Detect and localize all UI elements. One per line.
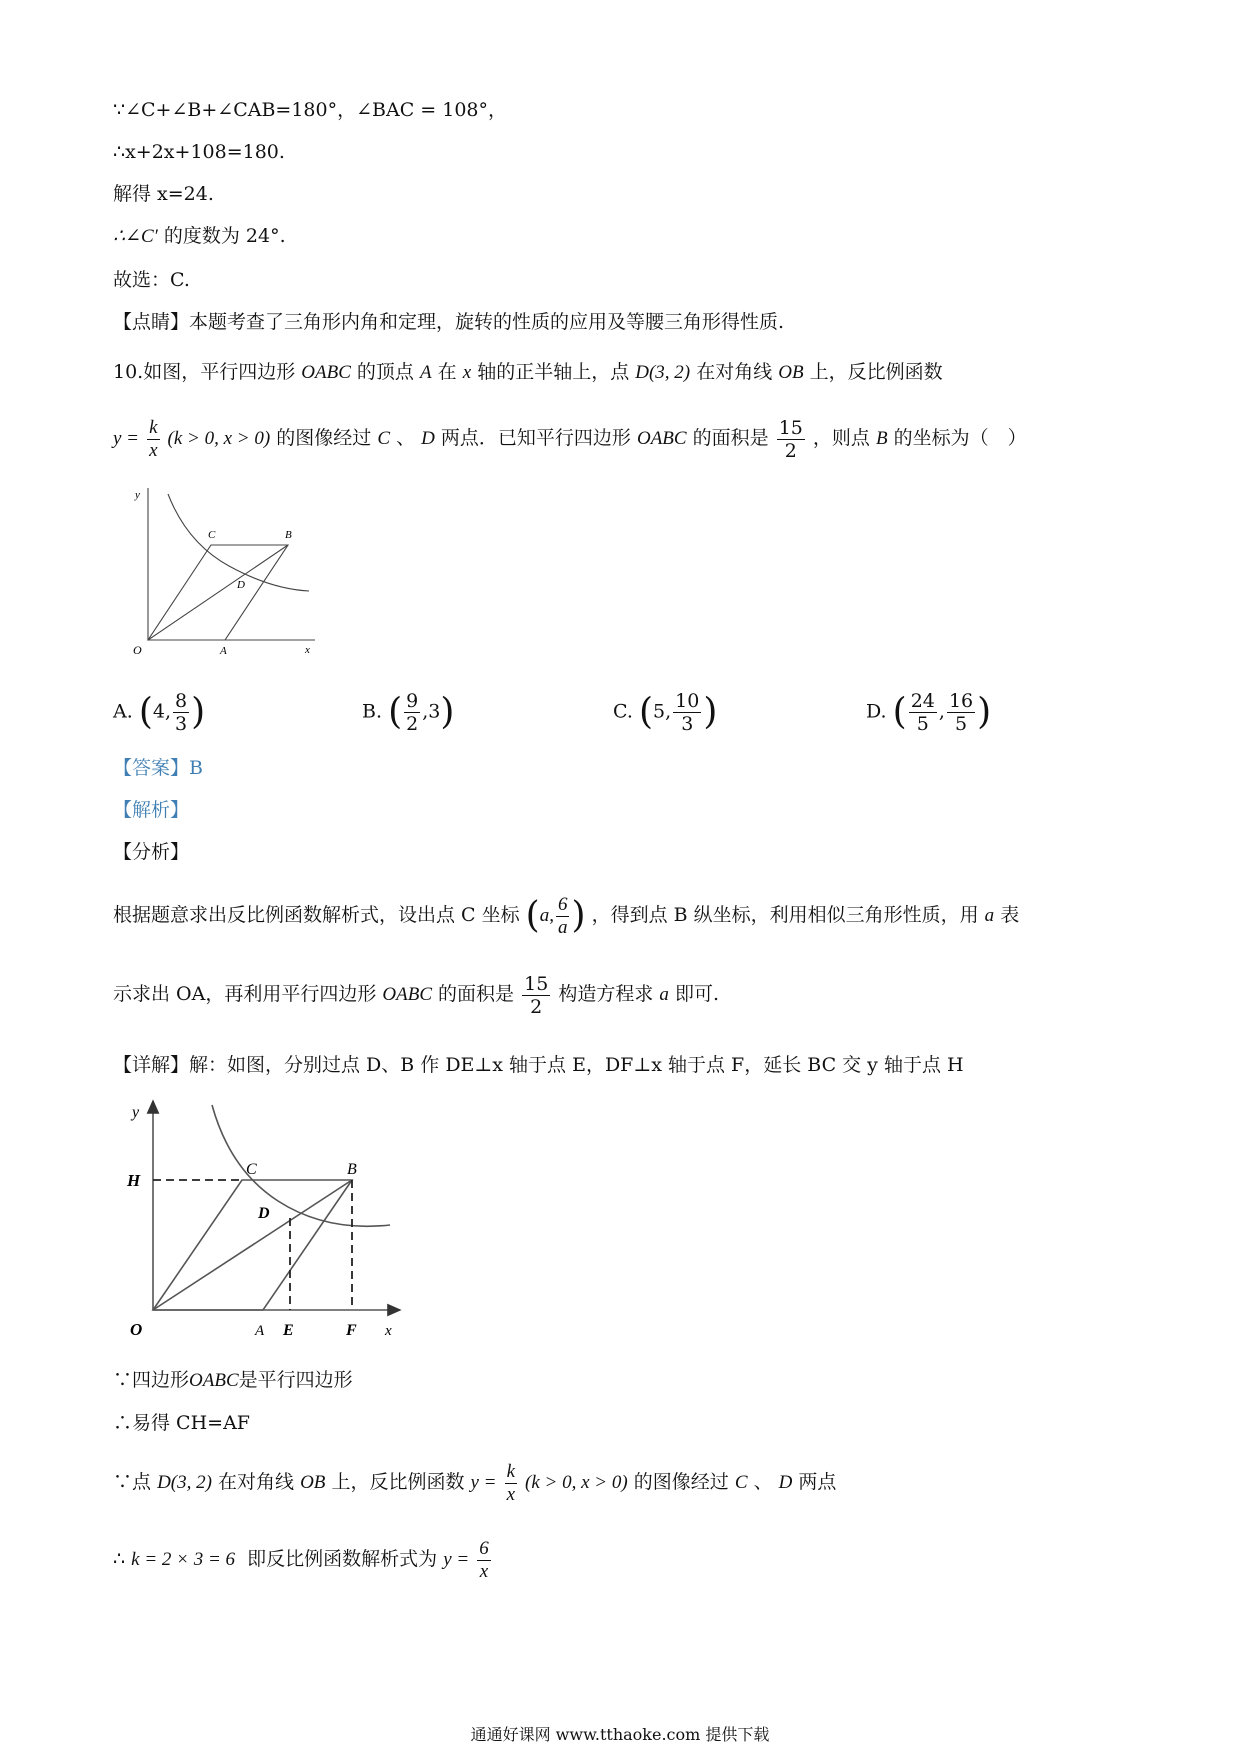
option-c-first: 5,	[653, 700, 672, 723]
an-text: ，得到点 B 纵坐标，利用相似三角形性质，用	[591, 904, 979, 926]
an-text: 的面积是	[438, 983, 515, 1005]
fig1-label-d: D	[237, 579, 245, 591]
step-func-cond: (k > 0, x > 0)	[525, 1472, 628, 1493]
q-x: x	[462, 362, 472, 383]
option-b[interactable]: B. ( $\frac{9}{2}$ ,3)	[362, 690, 455, 735]
fig2-label-c: C	[246, 1161, 257, 1178]
q-d: D	[421, 428, 435, 449]
step-therefore: ∴	[113, 1548, 126, 1570]
fig2-label-f: F	[346, 1322, 357, 1339]
step-text: 、	[753, 1471, 773, 1493]
option-d-fraction-2	[947, 690, 975, 735]
option-d-num-2: 16	[948, 690, 974, 712]
fig2-label-h: H	[127, 1171, 141, 1190]
option-d-den-2: 5	[947, 712, 975, 735]
fig1-label-o: O	[133, 643, 142, 657]
step-c: C	[734, 1472, 748, 1493]
an-text: 表	[1000, 904, 1020, 926]
analysis-line-2	[113, 968, 719, 1021]
option-d-sep: ,	[938, 700, 945, 723]
fig2-hyperbola	[212, 1105, 390, 1226]
an-area-fraction	[522, 973, 550, 1018]
angle-result-text: 的度数为 24°.	[163, 225, 286, 247]
line-equation: ∴x+2x+108=180.	[113, 141, 285, 163]
q-func-num: k	[149, 416, 158, 438]
step-text: ∵四边形	[113, 1369, 190, 1391]
q-ob: OB	[778, 362, 804, 383]
fig2-label-a: A	[255, 1323, 265, 1339]
q-oabc: OABC	[301, 362, 351, 383]
q-c: C	[377, 428, 391, 449]
an-num: 6	[557, 893, 568, 915]
fig2-label-x: x	[385, 1323, 392, 1339]
line-angle-sum: ∵∠C+∠B+∠CAB=180°，∠BAC = 108°，	[113, 99, 507, 121]
step-func-y: y =	[470, 1472, 497, 1493]
option-b-den: 2	[406, 713, 419, 735]
q-b: B	[875, 428, 888, 449]
fig1-label-x: x	[305, 644, 310, 656]
fig2-label-b: B	[347, 1161, 357, 1178]
step-text: 上，反比例函数	[331, 1471, 465, 1493]
line-solve: 解得 x=24.	[113, 183, 214, 205]
an-text: 构造方程求	[558, 983, 654, 1005]
fig2-diagonal-ob	[153, 1180, 352, 1310]
step-func-num: k	[506, 1460, 515, 1482]
q-text: 的面积是	[692, 427, 769, 449]
option-d-fraction-1	[909, 690, 937, 735]
option-c-fraction	[673, 690, 701, 735]
fig1-label-y: y	[135, 489, 140, 501]
q-area-fraction	[777, 417, 805, 462]
option-c-num: 10	[675, 690, 700, 712]
step-text: 的图像经过	[633, 1471, 729, 1493]
an-a-var-2: a	[659, 984, 669, 1005]
q-func-y: y =	[113, 428, 140, 449]
an-a-var: a	[984, 905, 995, 926]
step-result-num: 6	[479, 1537, 489, 1559]
option-a-num: 8	[175, 690, 188, 712]
fig2-label-o: O	[130, 1320, 143, 1339]
step-result-y: y =	[443, 1549, 470, 1570]
fig1-label-b: B	[285, 529, 292, 541]
an-den: a	[557, 916, 568, 938]
an-area-den: 2	[522, 995, 550, 1018]
option-d-num-1: 24	[910, 690, 935, 712]
q-text: ，则点	[812, 427, 870, 449]
q-text: 、	[396, 427, 416, 449]
question-line-1	[113, 360, 943, 385]
q-a: A	[419, 362, 432, 383]
option-a-first: 4,	[152, 700, 171, 723]
step-func-fraction	[505, 1461, 517, 1506]
step-text: 两点	[798, 1471, 837, 1493]
step-text: 是平行四边形	[238, 1369, 353, 1391]
fig1-label-c: C	[208, 529, 216, 541]
q-text: 的坐标为（ ）	[893, 427, 1027, 449]
q-text: 两点．已知平行四边形	[440, 427, 631, 449]
step-3	[113, 1456, 836, 1509]
q-text: 10.如图，平行四边形	[113, 361, 296, 383]
step-point-d: D(3, 2)	[157, 1472, 212, 1493]
option-d-letter: D.	[866, 700, 887, 723]
fenxi-label: 【分析】	[113, 841, 190, 863]
answer-label: 【答案】B	[113, 757, 203, 779]
fig2-label-y: y	[132, 1104, 140, 1121]
option-a[interactable]: A. (4, $\frac{8}{3}$ )	[113, 690, 206, 735]
option-d[interactable]: D. ( $\frac{24}{5}$ , $\frac{16}{5}$ )	[866, 690, 992, 735]
fig2-label-d: D	[258, 1205, 270, 1222]
step-k-value: k = 2 × 3 = 6	[131, 1549, 236, 1570]
detail-line: 【详解】解：如图，分别过点 D、B 作 DE⊥x 轴于点 E，DF⊥x 轴于点 F，延长 BC 交 y 轴于点 H	[113, 1054, 964, 1076]
an-area-num: 15	[524, 972, 549, 995]
option-c-letter: C.	[613, 700, 633, 723]
an-fraction	[556, 894, 570, 939]
figure-1	[125, 488, 325, 658]
step-result-den: x	[477, 1560, 491, 1583]
q-area-num: 15	[778, 416, 803, 439]
analysis-line-1: 根据题意求出反比例函数解析式，设出点 C 坐标 (a, $\frac{6}{a}$ ) ，得到点 B 纵坐标，利用相似三角形性质，用 a 表	[113, 893, 1020, 938]
figure-2	[120, 1095, 410, 1345]
q-text: 轴的正半轴上，点	[477, 361, 630, 383]
q-func-fraction	[147, 417, 159, 462]
step-1	[113, 1368, 353, 1393]
question-line-2	[113, 413, 1027, 464]
an-text: 示求出 OA，再利用平行四边形	[113, 983, 377, 1005]
step-func-den: x	[506, 1483, 515, 1505]
an-text: 根据题意求出反比例函数解析式，设出点 C 坐标	[113, 904, 520, 926]
step-text: 即反比例函数解析式为	[247, 1548, 438, 1570]
an-a: a,	[539, 905, 554, 926]
option-b-fraction	[404, 690, 420, 735]
q-text: 在	[437, 361, 457, 383]
q-point-d: D(3, 2)	[635, 362, 691, 383]
step-oabc: OABC	[189, 1370, 239, 1391]
option-d-den-1: 5	[909, 712, 937, 735]
step-result-fraction	[477, 1538, 491, 1583]
line-comment: 【点睛】本题考查了三角形内角和定理，旋转的性质的应用及等腰三角形得性质.	[113, 311, 785, 333]
option-b-num: 9	[406, 690, 419, 712]
q-func-den: x	[149, 439, 158, 461]
q-func-cond: (k > 0, x > 0)	[167, 428, 271, 449]
step-4	[113, 1533, 493, 1586]
option-a-fraction	[173, 690, 189, 735]
step-ob: OB	[300, 1472, 326, 1493]
option-c[interactable]: C. (5, $\frac{10}{3}$ )	[613, 690, 718, 735]
angle-c-prime: ∴∠C′	[113, 226, 158, 247]
step-d: D	[778, 1472, 793, 1493]
step-text: ∵点	[113, 1471, 152, 1493]
fig1-label-a: A	[220, 645, 227, 657]
an-oabc: OABC	[382, 984, 432, 1005]
option-a-den: 3	[175, 713, 188, 735]
line-angle-result	[113, 224, 286, 249]
option-b-second: ,3	[422, 700, 441, 723]
q-text: 的图像经过	[276, 427, 372, 449]
analysis-label: 【解析】	[113, 799, 190, 821]
q-oabc-2: OABC	[636, 428, 687, 449]
q-area-den: 2	[777, 439, 805, 462]
q-text: 在对角线	[696, 361, 773, 383]
an-text: 即可.	[674, 983, 719, 1005]
q-text: 上，反比例函数	[809, 361, 943, 383]
fig2-label-e: E	[283, 1322, 294, 1339]
fig1-hyperbola	[168, 494, 309, 591]
page-footer: 通通好课网 www.tthaoke.com 提供下载	[470, 1725, 770, 1744]
step-text: 在对角线	[218, 1471, 295, 1493]
step-2: ∴易得 CH=AF	[113, 1412, 250, 1434]
option-c-den: 3	[673, 712, 701, 735]
option-a-letter: A.	[113, 700, 133, 723]
line-choice: 故选：C.	[113, 269, 190, 291]
option-b-letter: B.	[362, 700, 383, 723]
q-text: 的顶点	[356, 361, 414, 383]
